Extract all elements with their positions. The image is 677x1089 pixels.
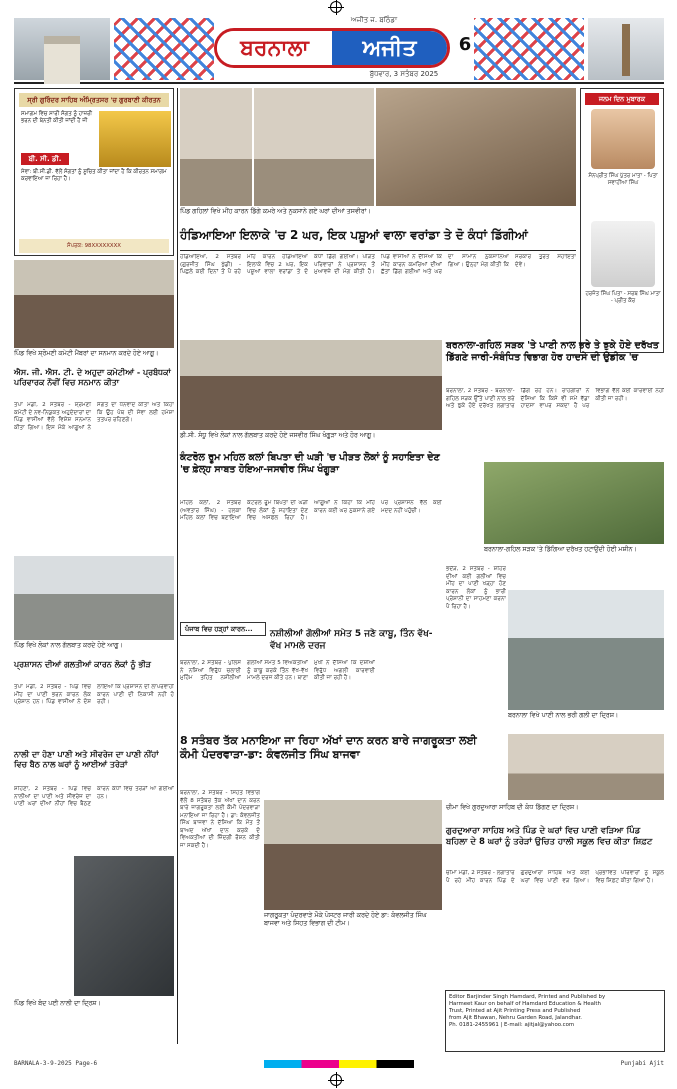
flood-left-headline: ਪ੍ਰਸ਼ਾਸਨ ਦੀਆਂ ਗਲਤੀਆਂ ਕਾਰਨ ਲੋਕਾਂ ਨੂੰ ਭੀੜ [14,660,152,669]
ad-badge: ਬੀ. ਸੀ. ਡੀ. [21,153,69,165]
ad-body: ਸੇਵਾ: ਬੀ.ਸੀ.ਡੀ. ਵੱਲੋਂ ਸੰਗਤਾਂ ਨੂੰ ਸੂਚਿਤ ਕੀਤਾ ਜਾਂਦਾ ਹੈ ਕਿ ਕੀਰਤਨ ਸਮਾਗਮ ਕਰਵਾਇਆ ਜਾ ਰਿਹਾ ਹੈ। [21,169,167,182]
drugs-body: ਬਰਨਾਲਾ, 2 ਸਤੰਬਰ - ਪੁਲਿਸ ਨੇ ਨਸ਼ਿਆਂ ਵਿਰੁੱਧ ਚਲਾਈ ਮੁਹਿੰਮ ਤਹਿਤ ਨਸ਼ੀਲੀਆਂ ਗੋਲੀਆਂ ਸਮੇਤ 5 ਵਿਅਕਤੀਆਂ ਨੂੰ ਕਾਬੂ ਕਰਕੇ ਤਿੰਨ ਵੱਖ-ਵੱਖ ਮਾਮਲੇ ਦਰਜ ਕੀਤੇ ਹਨ। ਥਾਣਾ ਮੁਖੀ ਨੇ ਦੱਸਿਆ ਕਿ ਦੋਸ਼ੀਆਂ ਵਿਰੁੱਧ ਅਗਲੀ ਕਾਰਵਾਈ ਕੀਤੀ ਜਾ ਰਹੀ ਹੈ। [180,660,375,681]
imprint-line: Ph. 0181-2455961 | E-mail: ajitjal@yahoo.com [449,1022,575,1028]
gurdwara-caption: ਚੀਮਾ ਵਿਖੇ ਗੁਰਦੁਆਰਾ ਸਾਹਿਬ ਦੀ ਕੰਧ ਡਿੱਗਣ ਦਾ ਦ੍ਰਿਸ਼। [446,804,579,811]
sgpc-body: ਤਪਾ ਮੰਡੀ, 2 ਸਤੰਬਰ - ਸ਼੍ਰੋਮਣੀ ਕਮੇਟੀ ਦੇ ਨਵ-ਨਿਯੁਕਤ ਅਹੁਦੇਦਾਰਾਂ ਦਾ ਪਿੰਡ ਵਾਸੀਆਂ ਵੱਲੋਂ ਵਿਸ਼ੇਸ਼ ਸਨਮਾਨ ਕੀਤਾ ਗਿਆ। ਇਸ ਮੌਕੇ ਆਗੂਆਂ ਨੇ ਸੰਗਤ ਦਾ ਧੰਨਵਾਦ ਕੀਤਾ ਅਤੇ ਕਿਹਾ ਕਿ ਉਹ ਪੰਥ ਦੀ ਸੇਵਾ ਲਈ ਹਮੇਸ਼ਾ ਤਤਪਰ ਰਹਿਣਗੇ। [14,402,174,431]
advertisement-kirtan [14,88,174,256]
photo-sgpc-honour [14,260,174,348]
control-room-body: ਮਹਿਲ ਕਲਾਂ, 2 ਸਤੰਬਰ (ਅਵਤਾਰ ਸਿੰਘ) - ਹਲਕਾ ਮਹਿਲ ਕਲਾਂ ਵਿਚ ਬਣਾਇਆ ਕੰਟਰੋਲ ਰੂਮ ਬਿਪਤਾ ਦੀ ਘੜੀ ਵਿਚ ਲੋਕਾਂ ਨੂੰ ਸਹਾਇਤਾ ਦੇਣ ਵਿਚ ਅਸਫਲ ਰਿਹਾ ਹੈ। ਆਗੂਆਂ ਨੇ ਕਿਹਾ ਕਿ ਮੀਂਹ ਕਾਰਨ ਕਈ ਘਰ ਨੁਕਸਾਨੇ ਗਏ ਪਰ ਪ੍ਰਸ਼ਾਸਨ ਵੱਲੋਂ ਕੋਈ ਮਦਦ ਨਹੀਂ ਪਹੁੰਚੀ। [180,500,442,521]
top-story-caption: ਪਿੰਡ ਗਹਿਲਾਂ ਵਿਖੇ ਮੀਂਹ ਕਾਰਨ ਡਿੱਗੇ ਕਮਰੇ ਅਤੇ ਨੁਕਸਾਨੇ ਗਏ ਘਰਾਂ ਦੀਆਂ ਤਸਵੀਰਾਂ। [180,208,371,215]
jump-box: ਪੰਜਾਬ ਵਿਚ ਹੜ੍ਹਾਂ ਕਾਰਨ... [180,622,266,636]
top-story-headline: ਹੰਡਿਆਇਆ ਇਲਾਕੇ 'ਚ 2 ਘਰ, ਇਕ ਪਸ਼ੂਆਂ ਵਾਲਾ ਵਰਾਂਡਾ ਤੇ ਦੋ ਕੰਧਾਂ ਡਿੱਗੀਆਂ [180,228,528,242]
photo-control-room-meeting [180,340,442,430]
birthday-caption-2: ਹਰਜੋਤ ਸਿੰਘ ਪਿਤਾ - ਸਰਬ ਸਿੰਘ ਮਾਤਾ - ਪ੍ਰੀਤ ਕੌਰ [585,291,661,304]
gurdwara-headline: ਗੁਰਦੁਆਰਾ ਸਾਹਿਬ ਅਤੇ ਪਿੰਡ ਦੇ ਘਰਾਂ ਵਿਚ ਪਾਣੀ ਵੜਿਆ ਪਿੰਡ ਬਹਿਲਾ ਦੇ 8 ਘਰਾਂ ਨੂੰ ਤਰੇੜਾਂ ਉਚਿਤ ਹਾਲੀ ਸਕੂਲ ਵਿਚ ਕੀਤਾ ਸ਼ਿਫ਼ਟ [446,826,653,847]
imprint-line: Trust, Printed at Ajit Printing Press and Published [449,1008,581,1014]
page-number: 6 [458,34,472,55]
birthday-title: ਜਨਮ ਦਿਨ ਮੁਬਾਰਕ [585,93,659,105]
photo-collapsed-room-2 [254,88,374,206]
drain-body: ਸ਼ਹਿਣਾ, 2 ਸਤੰਬਰ - ਪਿੰਡ ਵਿਚ ਨਾਲੀਆਂ ਦਾ ਪਾਣੀ ਅਤੇ ਸੀਵਰੇਜ ਦਾ ਪਾਣੀ ਘਰਾਂ ਦੀਆਂ ਨੀਂਹਾਂ ਵਿਚ ਬੈਠਣ ਕਾਰਨ ਕੰਧਾਂ ਵਿਚ ਤਰੇੜਾਂ ਆ ਗਈਆਂ ਹਨ। [14,786,174,807]
ad-title: ਸ੍ਰੀ ਗੁਰਿੰਦਰ ਸਾਹਿਬ ਅੰਮ੍ਰਿਤਸਰ 'ਚ ਗੁਰਬਾਣੀ ਕੀਰਤਨ [19,93,169,107]
eye-donation-body: ਬਰਨਾਲਾ, 2 ਸਤੰਬਰ - ਸਿਹਤ ਵਿਭਾਗ ਵੱਲੋਂ 8 ਸਤੰਬਰ ਤੱਕ ਅੱਖਾਂ ਦਾਨ ਕਰਨ ਬਾਰੇ ਜਾਗਰੂਕਤਾ ਲਈ ਕੌਮੀ ਪੰਦਰਵਾੜਾ ਮਨਾਇਆ ਜਾ ਰਿਹਾ ਹੈ। ਡਾ: ਕੰਵਲਜੀਤ ਸਿੰਘ ਬਾਜਵਾ ਨੇ ਦੱਸਿਆ ਕਿ ਮੌਤ ਤੋਂ ਬਾਅਦ ਅੱਖਾਂ ਦਾਨ ਕਰਕੇ ਦੋ ਵਿਅਕਤੀਆਂ ਦੀ ਜ਼ਿੰਦਗੀ ਰੌਸ਼ਨ ਕੀਤੀ ਜਾ ਸਕਦੀ ਹੈ। [180,790,260,849]
road-trees-headline: ਬਰਨਾਲਾ-ਗਹਿਲ ਸੜਕ 'ਤੇ ਪਾਣੀ ਨਾਲ ਭਰੇ ਤੇ ਝੁਕੇ ਹੋਏ ਦਰੱਖਤ ਡਿੱਗਣੇ ਜਾਰੀ-ਸੰਬੰਧਿਤ ਵਿਭਾਗ ਹੋਰ ਹਾਦਸੇ ਦੀ ਉਡੀਕ 'ਚ [446,340,659,363]
sgpc-headline: ਐਸ. ਜੀ. ਐਸ. ਟੀ. ਦੇ ਅਹੁਦਾ ਕਮੇਟੀਆਂ - ਪ੍ਰਬੰਧਕਾਂ ਪਰਿਵਾਰਕ ਨੌਵੀਂ ਵਿਚ ਸਨਮਾਨ ਕੀਤਾ [14,368,171,387]
sgpc-caption: ਪਿੰਡ ਵਿਖੇ ਸ਼੍ਰੋਮਣੀ ਕਮੇਟੀ ਮੈਂਬਰਾਂ ਦਾ ਸਨਮਾਨ ਕਰਦੇ ਹੋਏ ਆਗੂ। [14,350,159,357]
masthead-pattern-right [474,18,584,80]
drugs-headline: ਨਸ਼ੀਲੀਆਂ ਗੋਲੀਆਂ ਸਮੇਤ 5 ਜਣੇ ਕਾਬੂ, ਤਿੰਨ ਵੱਖ-ਵੱਖ ਮਾਮਲੇ ਦਰਜ [270,629,433,651]
masthead [14,14,664,84]
color-swatches [264,1060,414,1068]
birthday-photo-child-2 [591,221,655,287]
imprint-line: Editor Barjinder Singh Hamdard, Printed and Published by [449,994,606,1000]
flood-left-body: ਤਪਾ ਮੰਡੀ, 2 ਸਤੰਬਰ - ਪਿੰਡ ਵਿਚ ਮੀਂਹ ਦਾ ਪਾਣੀ ਭਰਨ ਕਾਰਨ ਲੋਕ ਪ੍ਰੇਸ਼ਾਨ ਹਨ। ਪਿੰਡ ਵਾਸੀਆਂ ਨੇ ਦੋਸ਼ ਲਾਇਆ ਕਿ ਪ੍ਰਸ਼ਾਸਨ ਦੀ ਲਾਪਰਵਾਹੀ ਕਾਰਨ ਪਾਣੀ ਦੀ ਨਿਕਾਸੀ ਨਹੀਂ ਹੋ ਰਹੀ। [14,684,174,705]
flood-left-caption: ਪਿੰਡ ਵਿਖੇ ਲੋਕਾਂ ਨਾਲ ਗੱਲਬਾਤ ਕਰਦੇ ਹੋਏ ਆਗੂ। [14,642,123,649]
drain-caption: ਪਿੰਡ ਵਿਖੇ ਬੰਦ ਪਈ ਨਾਲੀ ਦਾ ਦ੍ਰਿਸ਼। [14,1000,101,1007]
birthday-caption-1: ਸੰਨਪ੍ਰੀਤ ਸਿੰਘ ਪੁੱਤਰ ਮਾਤਾ - ਪਿਤਾ ਸਵਾਹੀਆ ਸਿੰਘ [588,173,658,186]
photo-fallen-tree-road [484,462,664,544]
photo-flood-people [14,556,174,640]
photo-waterlogged-street [508,590,664,710]
registration-mark-icon [330,1074,342,1086]
drain-headline: ਨਾਲੀ ਦਾ ਹੋਣਾ ਪਾਣੀ ਅਤੇ ਸੀਵਰੇਜ ਦਾ ਪਾਣੀ ਨੀਂਹਾਂ ਵਿਚ ਬੈਠ ਨਾਲ ਘਰਾਂ ਨੂੰ ਆਈਆਂ ਤਰੇੜਾਂ [14,750,159,769]
masthead-photo-gurdwara [14,18,110,80]
masthead-title-left: ਬਰਨਾਲਾ [217,31,332,65]
photo-gurdwara-wall [508,734,664,800]
eye-donation-headline: 8 ਸਤੰਬਰ ਤੱਕ ਮਨਾਇਆ ਜਾ ਰਿਹਾ ਅੱਖਾਂ ਦਾਨ ਕਰਨ ਬਾਰੇ ਜਾਗਰੂਕਤਾ ਲਈ ਕੌਮੀ ਪੰਦਰਵਾੜਾ-ਡਾ: ਕੰਵਲਜੀਤ ਸਿੰਘ ਬਾਜਵਾ [180,734,477,761]
street-right-body: ਭਦੌੜ, 2 ਸਤੰਬਰ - ਸ਼ਹਿਰ ਦੀਆਂ ਕਈ ਗਲੀਆਂ ਵਿਚ ਮੀਂਹ ਦਾ ਪਾਣੀ ਖੜ੍ਹਾ ਹੋਣ ਕਾਰਨ ਲੋਕਾਂ ਨੂੰ ਭਾਰੀ ਪ੍ਰੇਸ਼ਾਨੀ ਦਾ ਸਾਹਮਣਾ ਕਰਨਾ ਪੈ ਰਿਹਾ ਹੈ। [446,566,506,610]
footer-left: BARNALA-3-9-2025 Page-6 [14,1060,98,1067]
street-right-caption: ਬਰਨਾਲਾ ਵਿਖੇ ਪਾਣੀ ਨਾਲ ਭਰੀ ਗਲੀ ਦਾ ਦ੍ਰਿਸ਼। [508,712,619,719]
road-trees-caption: ਬਰਨਾਲਾ-ਗਹਿਲ ਸੜਕ 'ਤੇ ਡਿੱਗਿਆ ਦਰੱਖਤ ਹਟਾਉਂਦੀ ਹੋਈ ਮਸ਼ੀਨ। [484,546,637,553]
birthday-photo-child-1 [591,109,655,169]
registration-mark-icon [330,1,342,13]
masthead-title [214,28,450,68]
ad-footer: ਸੰਪਰਕ: 98XXXXXXXX [19,239,169,253]
top-story-body: ਹੰਡਿਆਇਆ, 2 ਸਤੰਬਰ (ਗੁਰਜੀਤ ਸਿੰਘ ਖੁੱਡੀ) - ਪਿਛਲੇ ਕਈ ਦਿਨਾਂ ਤੋਂ ਪੈ ਰਹੇ ਮੀਂਹ ਕਾਰਨ ਹੰਡਿਆਇਆ ਇਲਾਕੇ ਵਿਚ 2 ਘਰ, ਇਕ ਪਸ਼ੂਆਂ ਵਾਲਾ ਵਰਾਂਡਾ ਤੇ ਦੋ ਕੰਧਾਂ ਡਿੱਗ ਗਈਆਂ। ਪੀੜਤ ਪਰਿਵਾਰਾਂ ਨੇ ਪ੍ਰਸ਼ਾਸਨ ਤੋਂ ਮੁਆਵਜ਼ੇ ਦੀ ਮੰਗ ਕੀਤੀ ਹੈ। ਪਿੰਡ ਵਾਸੀਆਂ ਨੇ ਦੱਸਿਆ ਕਿ ਮੀਂਹ ਕਾਰਨ ਕਮਰਿਆਂ ਦੀਆਂ ਛੱਤਾਂ ਡਿੱਗ ਗਈਆਂ ਅਤੇ ਘਰ ਦਾ ਸਾਮਾਨ ਨੁਕਸਾਨਿਆ ਗਿਆ। ਉਨ੍ਹਾਂ ਮੰਗ ਕੀਤੀ ਕਿ ਸਰਕਾਰ ਤੁਰੰਤ ਸਹਾਇਤਾ ਦੇਵੇ। [180,254,576,275]
masthead-date: ਬੁੱਧਵਾਰ, 3 ਸਤੰਬਰ 2025 [369,70,439,78]
eye-donation-caption: ਜਾਗਰੂਕਤਾ ਪੰਦਰਵਾੜੇ ਮੌਕੇ ਪੋਸਟਰ ਜਾਰੀ ਕਰਦੇ ਹੋਏ ਡਾ: ਕੰਵਲਜੀਤ ਸਿੰਘ ਬਾਜਵਾ ਅਤੇ ਸਿਹਤ ਵਿਭਾਗ ਦੀ ਟੀਮ। [264,912,427,927]
imprint-line: from Ajit Bhawan, Nehru Garden Road, Jalandhar. [449,1015,582,1021]
photo-blocked-drain [74,856,174,996]
column-divider [177,88,178,1044]
photo-eye-donation-team [264,800,442,910]
print-footer [14,1058,664,1072]
footer-right: Punjabi Ajit [620,1060,664,1067]
masthead-edition: ਅਜੀਤ ਜ. ਬਠਿੰਡਾ [350,16,398,24]
imprint-box [445,990,665,1052]
divider [180,250,576,251]
ad-golden-temple-image [99,111,171,167]
gurdwara-body: ਚੀਮਾ ਮੰਡੀ, 2 ਸਤੰਬਰ - ਲਗਾਤਾਰ ਪੈ ਰਹੇ ਮੀਂਹ ਕਾਰਨ ਪਿੰਡ ਦੇ ਗੁਰਦੁਆਰਾ ਸਾਹਿਬ ਅਤੇ ਕਈ ਘਰਾਂ ਵਿਚ ਪਾਣੀ ਵੜ ਗਿਆ। ਪ੍ਰਭਾਵਿਤ ਪਰਿਵਾਰਾਂ ਨੂੰ ਸਕੂਲ ਵਿਚ ਸ਼ਿਫ਼ਟ ਕੀਤਾ ਗਿਆ ਹੈ। [446,870,664,884]
imprint-line: Harmeet Kaur on behalf of Hamdard Education & Health [449,1001,601,1007]
control-room-headline: ਕੰਟਰੋਲ ਰੂਮ ਮਹਿਲ ਕਲਾਂ ਬਿਪਤਾ ਦੀ ਘੜੀ 'ਚ ਪੀੜਤ ਲੋਕਾਂ ਨੂੰ ਸਹਾਇਤਾ ਦੇਣ 'ਚ ਫ਼ੇਲ੍ਹ ਸਾਬਤ ਹੋਇਆ-ਜਸਵੀਰ ਸਿੰਘ ਖੰਗੂੜਾ [180,452,440,475]
photo-collapsed-room-1 [180,88,252,206]
birthday-box [580,88,664,353]
road-trees-body: ਬਰਨਾਲਾ, 2 ਸਤੰਬਰ - ਬਰਨਾਲਾ-ਗਹਿਲ ਸੜਕ ਉੱਤੇ ਪਾਣੀ ਨਾਲ ਭਰੇ ਅਤੇ ਝੁਕੇ ਹੋਏ ਦਰੱਖਤ ਲਗਾਤਾਰ ਡਿੱਗ ਰਹੇ ਹਨ। ਰਾਹਗੀਰਾਂ ਨੇ ਦੱਸਿਆ ਕਿ ਕਿਸੇ ਵੀ ਸਮੇਂ ਵੱਡਾ ਹਾਦਸਾ ਵਾਪਰ ਸਕਦਾ ਹੈ ਪਰ ਵਿਭਾਗ ਵੱਲੋਂ ਕੋਈ ਕਾਰਵਾਈ ਨਹੀਂ ਕੀਤੀ ਜਾ ਰਹੀ। [446,388,664,409]
masthead-pattern-left [114,18,214,80]
photo-collapsed-house [376,88,576,206]
ad-text: ਸਮਾਗਮ ਵਿਚ ਸਾਰੀ ਸੰਗਤ ਨੂੰ ਹਾਜ਼ਰੀ ਭਰਨ ਦੀ ਬੇਨਤੀ ਕੀਤੀ ਜਾਂਦੀ ਹੈ ਜੀ [21,111,93,124]
masthead-title-right: ਅਜੀਤ [332,31,447,65]
control-room-caption: ਡੀ.ਸੀ. ਸੰਧੂ ਵਿਖੇ ਲੋਕਾਂ ਨਾਲ ਗੱਲਬਾਤ ਕਰਦੇ ਹੋਏ ਜਸਵੀਰ ਸਿੰਘ ਖੰਗੂੜਾ ਅਤੇ ਹੋਰ ਆਗੂ। [180,432,376,439]
masthead-photo-tower [588,18,664,80]
